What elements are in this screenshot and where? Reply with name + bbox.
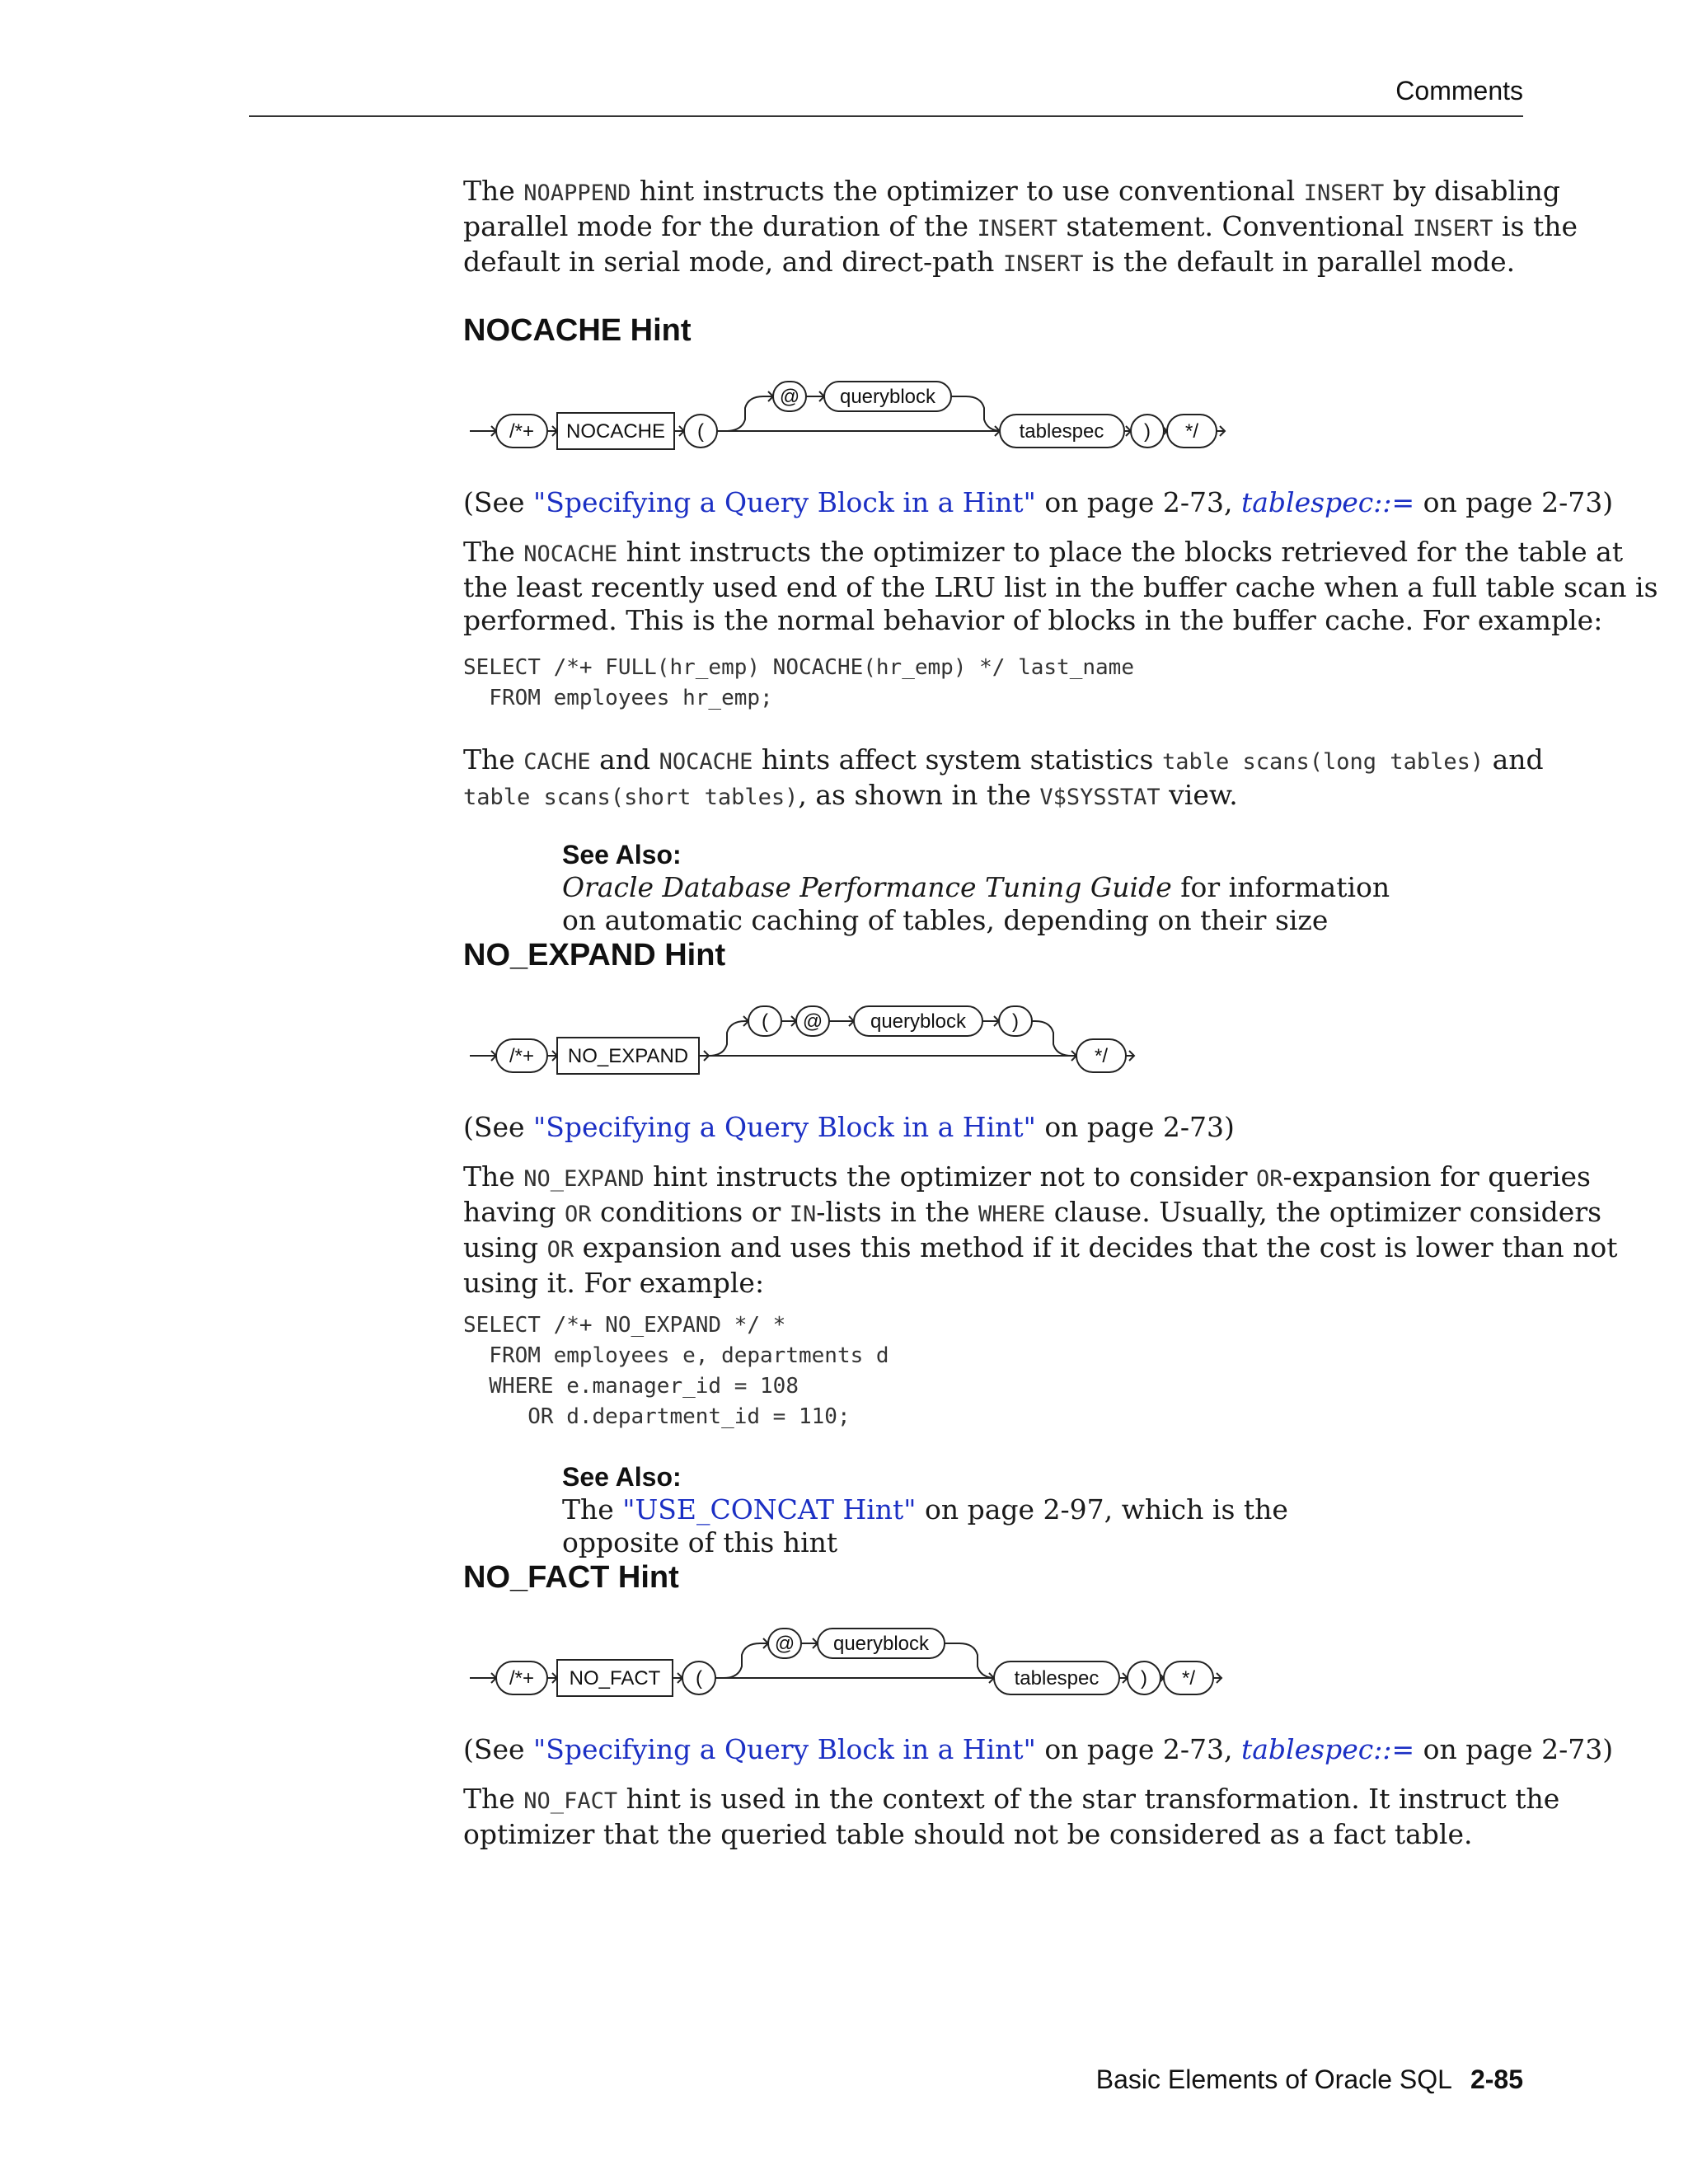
no-expand-lparen-token: ( [762, 1010, 768, 1033]
text-run: on page 2-97, which is the [916, 1493, 1288, 1526]
cross-reference-link[interactable]: "Specifying a Query Block in a Hint" [533, 1733, 1036, 1765]
code-term: table scans(short tables) [463, 785, 799, 810]
no-expand-heading: NO_EXPAND Hint [463, 938, 726, 972]
text-run: hint instructs the optimizer to use conventional [631, 175, 1304, 207]
code-term: table scans(long tables) [1161, 749, 1484, 775]
no-expand-description [463, 1160, 1618, 1300]
no-fact-lparen-token: ( [696, 1667, 702, 1690]
text-run: default in serial mode, and direct-path [463, 246, 1003, 278]
text-run: The [562, 1493, 623, 1526]
text-run: on page 2-73, [1035, 1733, 1241, 1765]
text-line [463, 1818, 1559, 1851]
cache-statistics-paragraph [463, 743, 1544, 814]
page-footer [1096, 2064, 1523, 2095]
text-run: performed. This is the normal behavior of blocks in the buffer cache. For example: [463, 604, 1603, 636]
text-run: -expansion for queries [1282, 1160, 1591, 1193]
text-run: the least recently used end of the LRU list in the buffer cache when a full table scan is [463, 571, 1658, 603]
text-run: hint instructs the optimizer not to consider [644, 1160, 1256, 1193]
cross-reference-link[interactable]: "Specifying a Query Block in a Hint" [533, 1111, 1036, 1143]
no-expand-see-also [562, 1460, 1288, 1559]
no-expand-end-token: */ [1094, 1045, 1109, 1067]
no-expand-queryblock-token: queryblock [870, 1010, 967, 1033]
code-term: OR [1255, 1166, 1283, 1192]
no-expand-syntax-diagram [462, 1000, 1137, 1078]
text-run: on automatic caching of tables, depending on their size [562, 904, 1329, 936]
text-run: expansion and uses this method if it decides that the cost is lower than not [574, 1231, 1618, 1263]
nocache-end-token: */ [1184, 420, 1199, 443]
text-run: using it. For example: [463, 1267, 765, 1299]
no-fact-heading: NO_FACT Hint [463, 1560, 679, 1595]
code-term: INSERT [1412, 216, 1493, 241]
text-run: parallel mode for the duration of the [463, 210, 978, 242]
no-fact-keyword-box: NO_FACT [569, 1667, 661, 1690]
text-run: on page 2-73) [1414, 1733, 1614, 1765]
code-term: OR [546, 1237, 574, 1263]
code-term: NOAPPEND [523, 180, 631, 206]
text-line [562, 904, 1390, 937]
text-run: on page 2-73) [1035, 1111, 1235, 1143]
footer-chapter: Basic Elements of Oracle SQL [1095, 2064, 1452, 2094]
text-run: on page 2-73, [1035, 486, 1241, 518]
running-header: Comments [1395, 76, 1523, 105]
text-line [463, 175, 1578, 210]
code-term: NOCACHE [659, 749, 753, 775]
no-expand-keyword-box: NO_EXPAND [567, 1045, 689, 1067]
text-run: for information [1171, 871, 1390, 903]
code-term: CACHE [523, 749, 591, 775]
text-run: hint instructs the optimizer to place the blocks retrieved for the table at [617, 536, 1624, 568]
text-line [463, 210, 1578, 246]
no-fact-see-reference [463, 1733, 1613, 1766]
code-term: INSERT [1002, 251, 1084, 277]
book-title: Oracle Database Performance Tuning Guide [562, 871, 1172, 903]
code-term: V$SYSSTAT [1039, 785, 1160, 810]
nocache-heading: NOCACHE Hint [463, 313, 692, 348]
text-line [463, 571, 1658, 604]
text-line [463, 246, 1578, 281]
no-fact-start-token: /*+ [509, 1667, 535, 1690]
text-line [463, 1196, 1618, 1231]
no-fact-rparen-token: ) [1141, 1667, 1147, 1690]
text-run: on page 2-73) [1414, 486, 1614, 518]
nocache-at-token: @ [779, 386, 800, 408]
nocache-see-reference [463, 486, 1613, 519]
text-run: is the default in parallel mode. [1083, 246, 1516, 278]
nocache-lparen-token: ( [697, 420, 704, 443]
code-term: NOCACHE [523, 541, 618, 567]
text-run: hint is used in the context of the star transformation. It instruct the [617, 1783, 1560, 1815]
code-term: WHERE [978, 1202, 1046, 1227]
text-run: by disabling [1384, 175, 1560, 207]
nocache-rparen-token: ) [1144, 420, 1151, 443]
text-run: (See [463, 1111, 534, 1143]
cross-reference-link[interactable]: "Specifying a Query Block in a Hint" [533, 486, 1036, 518]
nocache-keyword-box: NOCACHE [565, 420, 666, 443]
see-also-label: See Also: [562, 1462, 682, 1492]
no-expand-start-token: /*+ [509, 1045, 535, 1067]
noappend-paragraph [463, 175, 1578, 281]
nocache-tablespec-token: tablespec [1019, 420, 1104, 443]
text-line [463, 604, 1658, 637]
text-line [463, 743, 1544, 779]
nocache-syntax-diagram [462, 375, 1253, 453]
text-line [463, 1267, 1618, 1300]
no-fact-tablespec-token: tablespec [1014, 1667, 1100, 1690]
text-run: statement. Conventional [1057, 210, 1413, 242]
text-run: The [463, 1783, 524, 1815]
text-line [463, 1160, 1618, 1196]
text-run: The [463, 536, 524, 568]
text-run: and [1484, 743, 1544, 776]
no-fact-syntax-diagram [462, 1622, 1236, 1700]
nocache-code-example: SELECT /*+ FULL(hr_emp) NOCACHE(hr_emp) */ last_name FROM employees hr_emp; [463, 655, 1134, 710]
text-run: The [463, 1160, 524, 1193]
code-term: INSERT [1303, 180, 1385, 206]
cross-reference-link[interactable]: tablespec::= [1241, 486, 1415, 518]
code-term: IN [789, 1202, 817, 1227]
code-term: NO_FACT [523, 1788, 618, 1814]
text-run: conditions or [591, 1196, 790, 1228]
text-run: hints affect system statistics [753, 743, 1162, 776]
text-line [463, 1231, 1618, 1267]
text-run: The [463, 175, 524, 207]
no-fact-end-token: */ [1181, 1667, 1196, 1690]
text-run: (See [463, 486, 534, 518]
text-run: The [463, 743, 524, 776]
code-term: INSERT [977, 216, 1058, 241]
nocache-description [463, 536, 1658, 637]
no-expand-at-token: @ [802, 1010, 823, 1033]
code-term: OR [565, 1202, 592, 1227]
nocache-queryblock-token: queryblock [839, 386, 936, 408]
nocache-start-token: /*+ [509, 420, 535, 443]
text-run: , as shown in the [798, 779, 1040, 811]
text-line [463, 1783, 1559, 1818]
text-run: using [463, 1231, 547, 1263]
text-line [562, 871, 1390, 904]
nocache-see-also [562, 838, 1390, 937]
text-line [562, 1526, 1288, 1559]
cross-reference-link[interactable]: tablespec::= [1241, 1733, 1415, 1765]
text-run: and [590, 743, 659, 776]
text-run: is the [1493, 210, 1578, 242]
text-run: having [463, 1196, 565, 1228]
text-run: -lists in the [816, 1196, 979, 1228]
no-fact-at-token: @ [774, 1633, 795, 1655]
text-run: (See [463, 1733, 534, 1765]
text-line [463, 536, 1658, 571]
cross-reference-link[interactable]: "USE_CONCAT Hint" [622, 1493, 917, 1526]
text-run: view. [1160, 779, 1238, 811]
header-rule [249, 115, 1523, 117]
no-expand-see-reference [463, 1111, 1235, 1144]
text-line [562, 1493, 1288, 1526]
no-fact-queryblock-token: queryblock [832, 1633, 930, 1655]
text-run: optimizer that the queried table should not be considered as a fact table. [463, 1818, 1473, 1850]
text-run: opposite of this hint [562, 1526, 838, 1558]
text-line [463, 779, 1544, 814]
text-run: clause. Usually, the optimizer considers [1045, 1196, 1602, 1228]
no-expand-code-example: SELECT /*+ NO_EXPAND */ * FROM employees e, departments d WHERE e.manager_id = 108 OR d.department_id = 110; [463, 1313, 889, 1429]
no-expand-rparen-token: ) [1012, 1010, 1019, 1033]
no-fact-description [463, 1783, 1559, 1851]
page-number: 2-85 [1470, 2064, 1523, 2094]
see-also-label: See Also: [562, 840, 682, 869]
code-term: NO_EXPAND [523, 1166, 645, 1192]
